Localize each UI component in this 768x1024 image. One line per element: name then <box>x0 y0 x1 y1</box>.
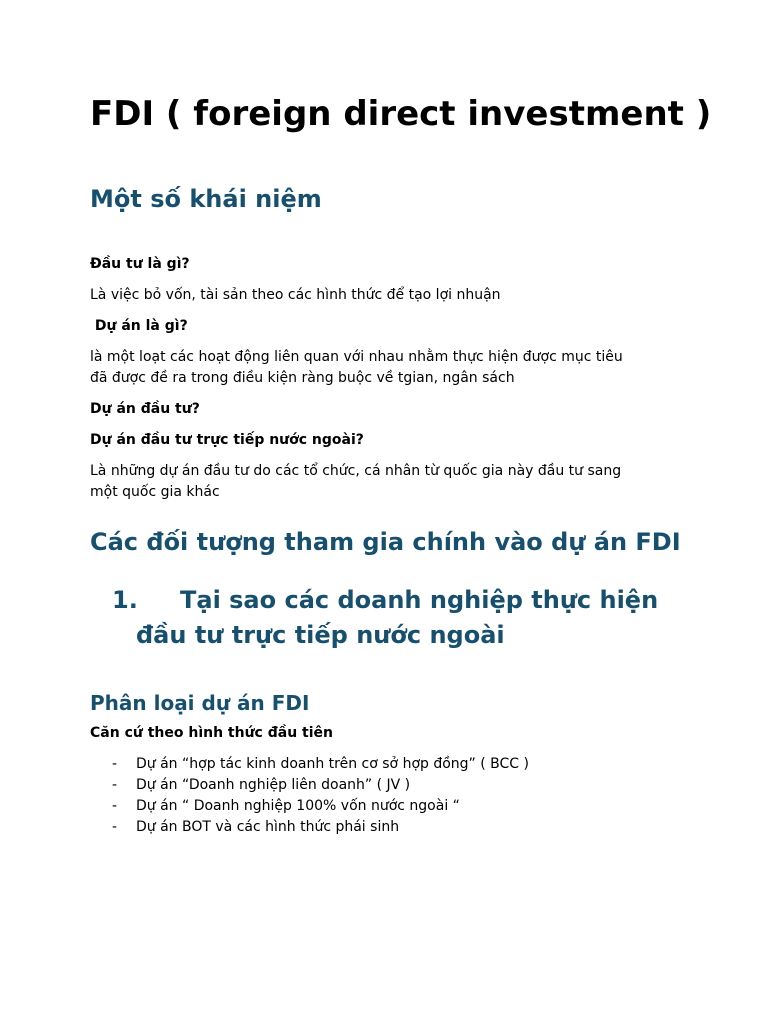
list-item <box>112 775 529 796</box>
bullet-dash: - <box>112 798 118 814</box>
bullet-dash: - <box>112 819 118 835</box>
section-heading-participants: Các đối tượng tham gia chính vào dự án FDI <box>90 528 681 556</box>
question-investment-project: Dự án đầu tư? <box>90 401 200 417</box>
numbered-heading <box>112 583 672 653</box>
project-type-list <box>112 754 529 838</box>
classification-basis-label: Căn cứ theo hình thức đầu tiên <box>90 725 333 741</box>
list-item <box>112 796 529 817</box>
question-fdi-project: Dự án đầu tư trực tiếp nước ngoài? <box>90 432 364 448</box>
answer-project-line1: là một loạt các hoạt động liên quan với nhau nhằm thực hiện được mục tiêu <box>90 349 623 365</box>
section-heading-concepts: Một số khái niệm <box>90 185 322 213</box>
answer-investment: Là việc bỏ vốn, tài sản theo các hình thức để tạo lợi nhuận <box>90 287 501 303</box>
bullet-dash: - <box>112 756 118 772</box>
list-item <box>112 817 529 838</box>
numbered-heading-line2: đầu tư trực tiếp nước ngoài <box>136 621 505 649</box>
list-item-text: Dự án “ Doanh nghiệp 100% vốn nước ngoài “ <box>136 798 460 814</box>
list-item-text: Dự án “Doanh nghiệp liên doanh” ( JV ) <box>136 777 411 793</box>
question-investment: Đầu tư là gì? <box>90 256 190 272</box>
numbered-heading-line1: Tại sao các doanh nghiệp thực hiện <box>180 586 659 614</box>
answer-fdi-line2: một quốc gia khác <box>90 484 220 500</box>
list-item-text: Dự án “hợp tác kinh doanh trên cơ sở hợp đồng” ( BCC ) <box>136 756 529 772</box>
question-project: Dự án là gì? <box>90 318 188 334</box>
document-title: FDI ( foreign direct investment ) <box>90 94 712 134</box>
list-item <box>112 754 529 775</box>
bullet-dash: - <box>112 777 118 793</box>
answer-fdi-line1: Là những dự án đầu tư do các tổ chức, cá nhân từ quốc gia này đầu tư sang <box>90 463 622 479</box>
list-item-text: Dự án BOT và các hình thức phái sinh <box>136 819 400 835</box>
list-number: 1. <box>112 586 138 614</box>
subheading-fdi-classification: Phân loại dự án FDI <box>90 691 310 715</box>
answer-project-line2: đã được đề ra trong điều kiện ràng buộc về tgian, ngân sách <box>90 370 515 386</box>
